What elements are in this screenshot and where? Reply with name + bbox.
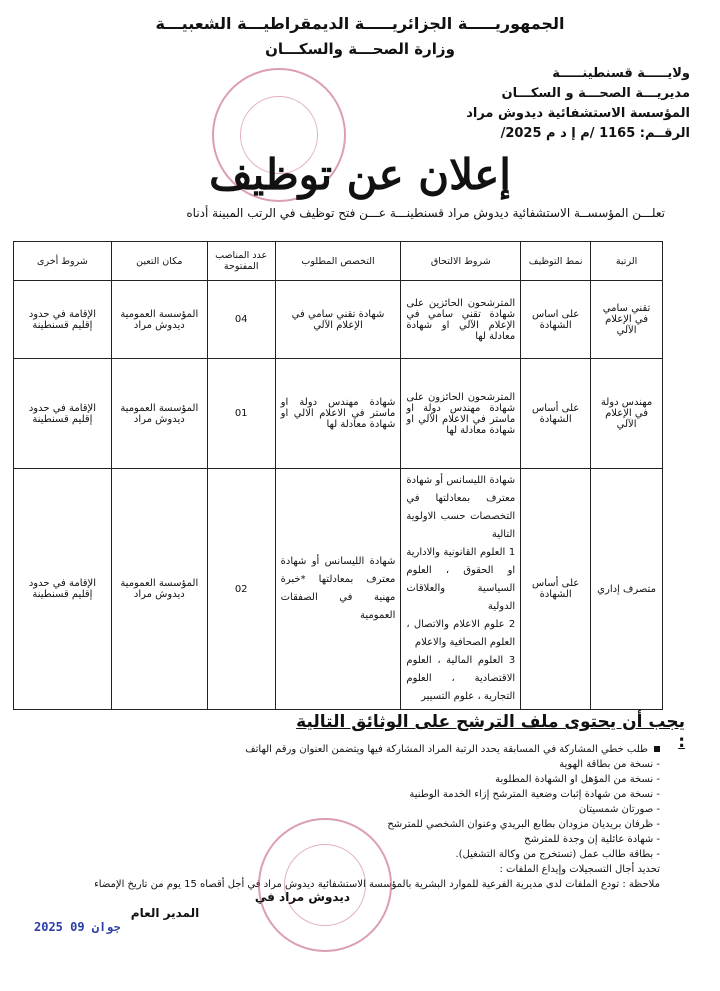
- cell-count: 01: [207, 359, 275, 469]
- republic-header: الجمهوريـــــة الجزائريـــــة الديمقراطيـــة الشعبيـــة: [155, 14, 565, 33]
- ministry-header: وزارة الصحـــة والسكـــان: [265, 40, 455, 58]
- cell-mode: على أساس الشهادة: [521, 359, 591, 469]
- cell-other: الإقامة في حدود إقليم قسنطينة: [14, 359, 112, 469]
- cell-specialty: شهادة الليسانس أو شهادة معترف بمعادلتها *خبرة مهنية في الصفقات العمومية: [275, 469, 401, 710]
- signature-place: ديدوش مراد في: [254, 890, 350, 904]
- cell-conditions: المترشحون الحائزون على شهادة مهندس دولة او ماستر في الاعلام الآلي او شهادة معادلة لها: [401, 359, 521, 469]
- table-row: [14, 281, 663, 359]
- list-item: - ظرفان بريديان مزودان بطابع البريدي وعنوان الشخصي للمترشح: [387, 819, 660, 830]
- hospital-line: المؤسسة الاستشفائية ديدوش مراد: [466, 106, 690, 121]
- reference-number: الرقــم: 1165 /م إ د م 2025/: [500, 126, 690, 141]
- cell-grade: مهندس دولة في الإعلام الآلي: [591, 359, 663, 469]
- cell-mode: على أساس الشهادة: [521, 469, 591, 710]
- header-grade: الرتبة: [591, 242, 663, 281]
- list-item: - بطاقة طالب عمل (تستخرج من وكالة التشغيل).: [455, 849, 660, 860]
- cell-grade: تقني سامي في الإعلام الآلي: [591, 281, 663, 359]
- header-other: شروط أخرى: [14, 242, 112, 281]
- list-item: - نسخة من شهادة إثبات وضعية المترشح إزاء الخدمة الوطنية: [409, 789, 660, 800]
- signature-director: المدير العام: [130, 906, 200, 920]
- cell-place: المؤسسة العمومية ديدوش مراد: [111, 359, 207, 469]
- documents-title: يجب أن يحتوى ملف الترشح على الوثائق التالية :: [296, 712, 685, 752]
- conditions-intro: شهادة الليسانس أو شهادة معترف بمعادلتها في التخصصات حسب الاولوية التالية: [406, 475, 516, 540]
- list-item: - نسخة من المؤهل او الشهادة المطلوبة: [495, 774, 660, 785]
- cell-specialty: شهادة تقني سامي في الإعلام الآلي: [275, 281, 401, 359]
- official-seal-bottom: [258, 818, 392, 952]
- table-row: [14, 469, 663, 710]
- cell-conditions: المترشحون الحائزين على شهادة تقني سامي في الإعلام الآلي او شهادة معادلة لها: [401, 281, 521, 359]
- list-item: تحديد أجال التسجيلات وإيداع الملفات :: [499, 864, 660, 875]
- list-item: - نسخة من بطاقة الهوية: [559, 759, 660, 770]
- list-item: ملاحظة : تودع الملفات لدى مديرية الفرعية للموارد البشرية بالمؤسسة الاستشفائية ديدوش مراد في أجل أقصاه 15 يوم من تاريخ الإمضاء: [94, 879, 660, 890]
- cell-count: 02: [207, 469, 275, 710]
- header-count: عدد المناصب المفتوحة: [207, 242, 275, 281]
- cell-specialty: شهادة مهندس دولة او ماستر في الاعلام الالي او شهادة معادلة لها: [275, 359, 401, 469]
- intro-text: تعلـــن المؤسســة الاستشفائية ديدوش مراد قسنطينـــة عـــن فتح توظيف في الرتب المبينة أدناه: [186, 206, 665, 220]
- table-row: [14, 359, 663, 469]
- list-item: - صورتان شمسيتان: [578, 804, 660, 815]
- wilaya-line: ولايـــــة قسنطينـــــة: [552, 66, 690, 81]
- positions-table: [13, 241, 663, 710]
- cell-conditions: [401, 469, 521, 710]
- conditions-item: 3 العلوم المالية ، العلوم الاقتصادية ، العلوم التجارية ، علوم التسيير: [406, 655, 516, 702]
- directorate-line: مديريـــة الصحـــة و السكـــان: [501, 86, 690, 101]
- header-mode: نمط التوظيف: [521, 242, 591, 281]
- cell-mode: على اساس الشهادة: [521, 281, 591, 359]
- signature-date: 2025 جوان 09: [34, 920, 121, 934]
- list-item: - شهادة عائلية إن وجدة للمترشح: [524, 834, 660, 845]
- cell-place: المؤسسة العمومية ديدوش مراد: [111, 469, 207, 710]
- header-specialty: التخصص المطلوب: [275, 242, 401, 281]
- conditions-item: 1 العلوم القانونية والادارية او الحقوق ، العلوم السياسية والعلاقات الدولية: [406, 547, 516, 612]
- list-item: طلب خطي المشاركة في المسابقة يحدد الرتبة المراد المشاركة فيها ويتضمن العنوان ورقم الهاتف: [60, 742, 660, 757]
- cell-other: الإقامة في حدود إقليم قسنطينة: [14, 469, 112, 710]
- header-conditions: شروط الالتحاق: [401, 242, 521, 281]
- cell-grade: متصرف إداري: [591, 469, 663, 710]
- header-place: مكان التعين: [111, 242, 207, 281]
- cell-other: الإقامة في حدود إقليم قسنطينة: [14, 281, 112, 359]
- square-bullet-icon: [654, 746, 660, 752]
- cell-count: 04: [207, 281, 275, 359]
- cell-place: المؤسسة العمومية ديدوش مراد: [111, 281, 207, 359]
- announcement-title: إعلان عن توظيف: [209, 150, 511, 199]
- table-header-row: [14, 242, 663, 281]
- conditions-item: 2 علوم الاعلام والاتصال ، العلوم الصحافية والاعلام: [406, 619, 516, 648]
